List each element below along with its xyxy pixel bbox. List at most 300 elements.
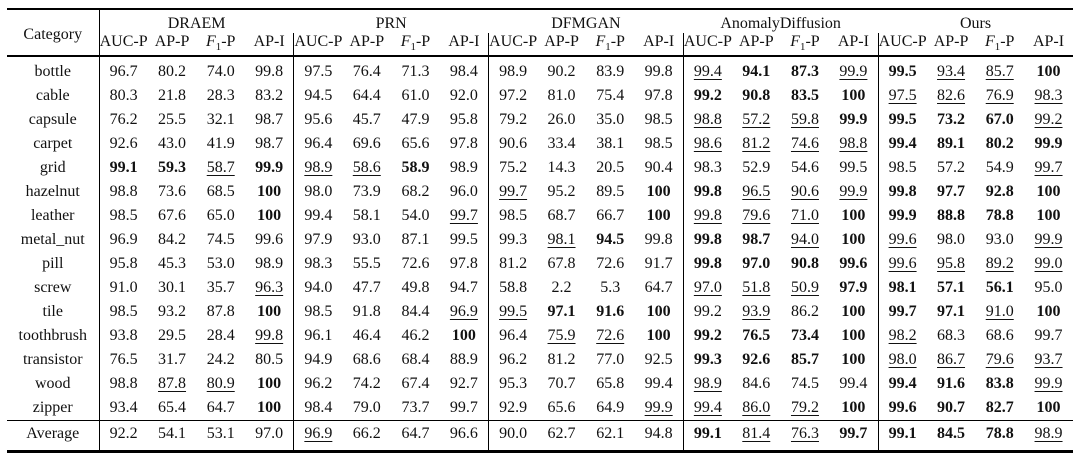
metric-header: $F_1-P$: [781, 33, 830, 56]
value-cell: 74.5: [206, 231, 235, 248]
value-cell: 100: [829, 204, 878, 228]
category-cell: bottle: [7, 56, 99, 84]
value-cell: 100: [245, 396, 294, 421]
value-cell: 98.0: [888, 351, 917, 368]
value-cell: 45.7: [352, 111, 381, 128]
value-cell: 97.8: [440, 252, 489, 276]
value-cell: 100: [635, 324, 684, 348]
value-cell: 98.9: [304, 159, 333, 176]
value-cell: 83.9: [596, 63, 625, 80]
value-cell: 90.8: [742, 87, 771, 104]
value-cell: 49.8: [401, 279, 430, 296]
value-cell: 99.4: [693, 399, 722, 416]
method-header-prn: PRN: [375, 15, 407, 32]
value-cell: 91.0: [985, 303, 1014, 320]
value-cell: 79.6: [742, 207, 771, 224]
value-cell: 75.4: [596, 87, 625, 104]
value-cell: 54.9: [985, 159, 1014, 176]
table-row: [7, 372, 1073, 396]
value-cell: 92.8: [985, 183, 1014, 200]
value-cell: 76.5: [742, 327, 771, 344]
table-row: [7, 56, 1073, 84]
value-cell: 74.6: [790, 135, 819, 152]
category-cell: capsule: [7, 108, 99, 132]
metric-header: $F_1-P$: [391, 33, 440, 56]
value-cell: 89.1: [937, 135, 966, 152]
value-cell: 86.0: [742, 399, 771, 416]
value-cell: 72.6: [596, 255, 625, 272]
value-cell: 99.6: [245, 228, 294, 252]
value-cell: 25.5: [158, 111, 187, 128]
value-cell: 94.5: [596, 231, 625, 248]
value-cell: 73.7: [401, 399, 430, 416]
value-cell: 74.2: [352, 375, 381, 392]
value-cell: 59.3: [158, 159, 187, 176]
value-cell: 100: [635, 300, 684, 324]
metrics-row: [7, 33, 1073, 56]
value-cell: 5.3: [600, 279, 621, 296]
value-cell: 99.8: [693, 207, 722, 224]
metric-header: AP-I: [829, 33, 878, 56]
value-cell: 74.0: [206, 63, 235, 80]
metric-header: AP-P: [732, 33, 781, 56]
value-cell: 58.8: [499, 279, 528, 296]
value-cell: 100: [829, 228, 878, 252]
value-cell: 99.2: [693, 327, 722, 344]
value-cell: 99.4: [693, 63, 722, 80]
value-cell: 65.4: [158, 399, 187, 416]
value-cell: 68.6: [985, 327, 1014, 344]
metric-header: AP-P: [537, 33, 586, 56]
value-cell: 41.9: [206, 135, 235, 152]
category-cell: screw: [7, 276, 99, 300]
table-row: [7, 84, 1073, 108]
value-cell: 87.8: [158, 375, 187, 392]
value-cell: 100: [829, 396, 878, 421]
value-cell: 76.4: [352, 63, 381, 80]
table-row: [7, 228, 1073, 252]
value-cell: 76.3: [781, 421, 830, 452]
metric-header: AP-P: [342, 33, 391, 56]
table-row: [7, 396, 1073, 421]
value-cell: 64.7: [206, 399, 235, 416]
value-cell: 94.9: [304, 351, 333, 368]
value-cell: 94.0: [790, 231, 819, 248]
value-cell: 53.1: [196, 421, 245, 452]
metric-header: AP-P: [927, 33, 976, 56]
value-cell: 98.9: [440, 156, 489, 180]
metric-header: AP-I: [440, 33, 489, 56]
value-cell: 98.3: [1034, 87, 1063, 104]
value-cell: 90.6: [790, 183, 819, 200]
value-cell: 71.3: [401, 63, 430, 80]
value-cell: 68.4: [401, 351, 430, 368]
value-cell: 64.7: [635, 276, 684, 300]
value-cell: 99.9: [635, 396, 684, 421]
value-cell: 95.0: [1034, 279, 1063, 296]
method-header-ours: Ours: [959, 15, 992, 32]
value-cell: 98.4: [440, 56, 489, 84]
value-cell: 97.5: [888, 87, 917, 104]
value-cell: 88.8: [937, 207, 966, 224]
value-cell: 85.7: [790, 351, 819, 368]
value-cell: 47.7: [352, 279, 381, 296]
value-cell: 98.2: [888, 327, 917, 344]
value-cell: 68.5: [206, 183, 235, 200]
value-cell: 58.9: [401, 159, 430, 176]
value-cell: 96.9: [109, 231, 138, 248]
value-cell: 100: [1036, 303, 1061, 320]
method-header-row: [7, 9, 1073, 33]
value-cell: 80.9: [206, 375, 235, 392]
value-cell: 53.0: [206, 255, 235, 272]
value-cell: 99.3: [693, 351, 722, 368]
category-cell: pill: [7, 252, 99, 276]
value-cell: 73.9: [352, 183, 381, 200]
value-cell: 65.8: [596, 375, 625, 392]
value-cell: 59.8: [790, 111, 819, 128]
category-cell: Average: [7, 421, 99, 452]
metric-header: AUC-P: [878, 33, 927, 56]
value-cell: 83.2: [245, 84, 294, 108]
value-cell: 99.6: [888, 255, 917, 272]
value-cell: 98.9: [245, 252, 294, 276]
value-cell: 99.4: [888, 135, 917, 152]
value-cell: 68.2: [401, 183, 430, 200]
value-cell: 97.0: [245, 421, 294, 452]
table-body: [7, 56, 1073, 452]
value-cell: 100: [440, 324, 489, 348]
value-cell: 99.9: [1034, 135, 1063, 152]
table-header: [7, 9, 1073, 56]
value-cell: 96.6: [440, 421, 489, 452]
value-cell: 96.3: [245, 276, 294, 300]
value-cell: 96.0: [440, 180, 489, 204]
value-cell: 86.7: [937, 351, 966, 368]
value-cell: 80.3: [109, 87, 138, 104]
value-cell: 93.4: [937, 63, 966, 80]
value-cell: 87.1: [401, 231, 430, 248]
value-cell: 98.8: [109, 375, 138, 392]
value-cell: 100: [1036, 399, 1061, 416]
value-cell: 90.7: [937, 399, 966, 416]
value-cell: 98.1: [547, 231, 576, 248]
value-cell: 98.8: [693, 111, 722, 128]
value-cell: 98.5: [635, 132, 684, 156]
value-cell: 99.2: [693, 87, 722, 104]
value-cell: 91.6: [596, 303, 625, 320]
value-cell: 98.9: [499, 63, 528, 80]
value-cell: 99.8: [635, 228, 684, 252]
value-cell: 99.1: [683, 421, 732, 452]
value-cell: 100: [245, 204, 294, 228]
value-cell: 99.5: [829, 156, 878, 180]
value-cell: 99.6: [829, 252, 878, 276]
value-cell: 81.2: [547, 351, 576, 368]
value-cell: 81.2: [742, 135, 771, 152]
value-cell: 66.2: [342, 421, 391, 452]
value-cell: 46.4: [352, 327, 381, 344]
value-cell: 99.5: [888, 63, 917, 80]
value-cell: 56.1: [985, 279, 1014, 296]
value-cell: 78.8: [985, 207, 1014, 224]
value-cell: 47.9: [401, 111, 430, 128]
value-cell: 26.0: [547, 111, 576, 128]
value-cell: 98.0: [937, 231, 966, 248]
value-cell: 55.5: [352, 255, 381, 272]
value-cell: 98.5: [499, 207, 528, 224]
value-cell: 67.0: [985, 111, 1014, 128]
value-cell: 96.1: [304, 327, 333, 344]
value-cell: 72.6: [596, 327, 625, 344]
method-header-anomalydiffusion: AnomalyDiffusion: [720, 15, 841, 32]
value-cell: 32.1: [206, 111, 235, 128]
value-cell: 99.9: [829, 56, 878, 84]
value-cell: 95.8: [109, 255, 138, 272]
value-cell: 90.6: [499, 135, 528, 152]
value-cell: 28.4: [206, 327, 235, 344]
table-row: [7, 300, 1073, 324]
value-cell: 91.8: [352, 303, 381, 320]
category-cell: leather: [7, 204, 99, 228]
value-cell: 97.5: [304, 63, 333, 80]
value-cell: 99.5: [888, 111, 917, 128]
value-cell: 89.2: [985, 255, 1014, 272]
table-row: [7, 180, 1073, 204]
value-cell: 91.6: [937, 375, 966, 392]
category-cell: transistor: [7, 348, 99, 372]
value-cell: 98.5: [635, 108, 684, 132]
category-cell: carpet: [7, 132, 99, 156]
value-cell: 96.9: [440, 300, 489, 324]
value-cell: 93.4: [109, 399, 138, 416]
value-cell: 78.8: [975, 421, 1024, 452]
value-cell: 99.7: [888, 303, 917, 320]
value-cell: 81.0: [547, 87, 576, 104]
value-cell: 97.1: [937, 303, 966, 320]
value-cell: 84.2: [158, 231, 187, 248]
value-cell: 66.7: [596, 207, 625, 224]
value-cell: 98.5: [109, 207, 138, 224]
value-cell: 95.6: [304, 111, 333, 128]
value-cell: 93.8: [109, 327, 138, 344]
value-cell: 94.7: [440, 276, 489, 300]
value-cell: 96.7: [109, 63, 138, 80]
value-cell: 92.5: [635, 348, 684, 372]
value-cell: 99.8: [693, 255, 722, 272]
value-cell: 79.0: [352, 399, 381, 416]
value-cell: 21.8: [158, 87, 187, 104]
category-cell: wood: [7, 372, 99, 396]
value-cell: 99.7: [1034, 327, 1063, 344]
value-cell: 29.5: [158, 327, 187, 344]
value-cell: 98.3: [693, 159, 722, 176]
value-cell: 20.5: [596, 159, 625, 176]
value-cell: 67.8: [547, 255, 576, 272]
category-cell: tile: [7, 300, 99, 324]
value-cell: 97.0: [742, 255, 771, 272]
value-cell: 65.6: [401, 135, 430, 152]
value-cell: 92.6: [742, 351, 771, 368]
value-cell: 83.5: [790, 87, 819, 104]
value-cell: 96.2: [499, 351, 528, 368]
table-row: [7, 276, 1073, 300]
value-cell: 97.9: [304, 231, 333, 248]
category-cell: cable: [7, 84, 99, 108]
value-cell: 97.2: [499, 87, 528, 104]
value-cell: 24.2: [206, 351, 235, 368]
value-cell: 93.9: [742, 303, 771, 320]
value-cell: 74.5: [790, 375, 819, 392]
value-cell: 99.7: [440, 204, 489, 228]
value-cell: 99.7: [499, 183, 528, 200]
value-cell: 100: [1036, 207, 1061, 224]
value-cell: 99.5: [440, 228, 489, 252]
value-cell: 99.4: [888, 375, 917, 392]
value-cell: 14.3: [547, 159, 576, 176]
value-cell: 67.4: [401, 375, 430, 392]
value-cell: 94.1: [742, 63, 771, 80]
value-cell: 94.5: [304, 87, 333, 104]
value-cell: 98.9: [693, 375, 722, 392]
value-cell: 76.2: [109, 111, 138, 128]
value-cell: 68.3: [937, 327, 966, 344]
table-row: [7, 348, 1073, 372]
table-row: [7, 324, 1073, 348]
value-cell: 99.8: [245, 56, 294, 84]
value-cell: 98.1: [888, 279, 917, 296]
value-cell: 85.7: [985, 63, 1014, 80]
value-cell: 80.5: [245, 348, 294, 372]
value-cell: 99.1: [109, 159, 138, 176]
value-cell: 92.9: [499, 399, 528, 416]
value-cell: 95.8: [937, 255, 966, 272]
value-cell: 100: [245, 300, 294, 324]
value-cell: 90.8: [790, 255, 819, 272]
value-cell: 99.7: [440, 396, 489, 421]
value-cell: 100: [635, 204, 684, 228]
value-cell: 84.5: [927, 421, 976, 452]
category-cell: metal_nut: [7, 228, 99, 252]
value-cell: 75.2: [499, 159, 528, 176]
value-cell: 95.2: [547, 183, 576, 200]
value-cell: 91.0: [109, 279, 138, 296]
value-cell: 99.4: [304, 207, 333, 224]
value-cell: 98.0: [304, 183, 333, 200]
value-cell: 97.7: [937, 183, 966, 200]
value-cell: 82.7: [985, 399, 1014, 416]
value-cell: 99.7: [829, 421, 878, 452]
value-cell: 96.4: [304, 135, 333, 152]
value-cell: 64.9: [596, 399, 625, 416]
value-cell: 89.5: [596, 183, 625, 200]
value-cell: 99.4: [829, 372, 878, 396]
value-cell: 58.6: [352, 159, 381, 176]
value-cell: 31.7: [158, 351, 187, 368]
value-cell: 87.8: [206, 303, 235, 320]
value-cell: 86.2: [790, 303, 819, 320]
value-cell: 82.6: [937, 87, 966, 104]
value-cell: 2.2: [551, 279, 572, 296]
metric-header: $F_1-P$: [586, 33, 635, 56]
value-cell: 79.2: [790, 399, 819, 416]
value-cell: 95.3: [499, 375, 528, 392]
value-cell: 81.4: [732, 421, 781, 452]
value-cell: 54.0: [401, 207, 430, 224]
value-cell: 28.3: [206, 87, 235, 104]
value-cell: 94.0: [304, 279, 333, 296]
value-cell: 73.4: [790, 327, 819, 344]
value-cell: 68.6: [352, 351, 381, 368]
value-cell: 98.5: [888, 159, 917, 176]
value-cell: 98.5: [109, 303, 138, 320]
value-cell: 97.1: [547, 303, 576, 320]
value-cell: 98.6: [693, 135, 722, 152]
value-cell: 73.2: [937, 111, 966, 128]
metric-header: AP-P: [148, 33, 197, 56]
value-cell: 38.1: [596, 135, 625, 152]
metric-header: AUC-P: [294, 33, 343, 56]
value-cell: 98.8: [829, 132, 878, 156]
value-cell: 52.9: [742, 159, 771, 176]
value-cell: 97.0: [693, 279, 722, 296]
value-cell: 98.5: [304, 303, 333, 320]
value-cell: 99.7: [1034, 159, 1063, 176]
value-cell: 99.2: [693, 303, 722, 320]
value-cell: 99.8: [635, 56, 684, 84]
value-cell: 98.4: [304, 399, 333, 416]
value-cell: 92.0: [440, 84, 489, 108]
value-cell: 99.3: [499, 231, 528, 248]
value-cell: 69.6: [352, 135, 381, 152]
metric-header: AP-I: [245, 33, 294, 56]
category-cell: grid: [7, 156, 99, 180]
value-cell: 64.4: [352, 87, 381, 104]
value-cell: 90.0: [489, 421, 538, 452]
value-cell: 54.1: [148, 421, 197, 452]
metric-header: AUC-P: [683, 33, 732, 56]
value-cell: 50.9: [790, 279, 819, 296]
value-cell: 98.3: [304, 255, 333, 272]
value-cell: 71.0: [790, 207, 819, 224]
value-cell: 35.0: [596, 111, 625, 128]
value-cell: 75.9: [547, 327, 576, 344]
value-cell: 92.7: [440, 372, 489, 396]
value-cell: 76.5: [109, 351, 138, 368]
value-cell: 95.8: [440, 108, 489, 132]
results-table: [7, 8, 1073, 453]
value-cell: 79.6: [985, 351, 1014, 368]
value-cell: 87.3: [790, 63, 819, 80]
value-cell: 93.2: [158, 303, 187, 320]
category-cell: hazelnut: [7, 180, 99, 204]
value-cell: 100: [829, 300, 878, 324]
value-cell: 94.8: [635, 421, 684, 452]
value-cell: 100: [1036, 63, 1061, 80]
value-cell: 99.8: [693, 183, 722, 200]
table-row: [7, 132, 1073, 156]
value-cell: 46.2: [401, 327, 430, 344]
value-cell: 90.4: [635, 156, 684, 180]
value-cell: 99.6: [888, 399, 917, 416]
table-row: [7, 156, 1073, 180]
value-cell: 57.2: [742, 111, 771, 128]
value-cell: 45.3: [158, 255, 187, 272]
value-cell: 98.9: [1024, 421, 1073, 452]
value-cell: 88.9: [440, 348, 489, 372]
value-cell: 90.2: [547, 63, 576, 80]
value-cell: 72.6: [401, 255, 430, 272]
